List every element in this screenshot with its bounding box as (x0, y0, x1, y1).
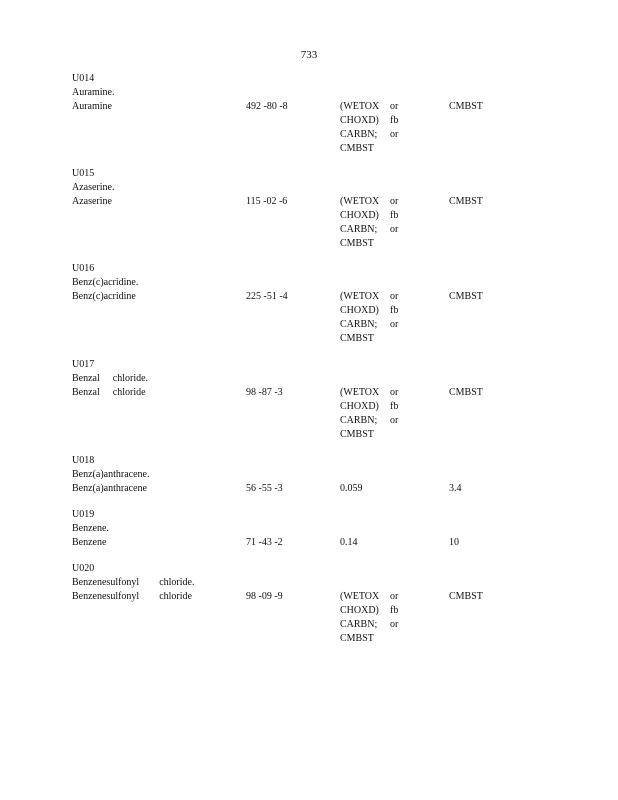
waste-code: U020 (72, 563, 95, 574)
tech-connector: or (390, 415, 399, 426)
tech-connector: fb (390, 210, 399, 221)
tech-code: CARBN; (340, 129, 378, 140)
constituent-name-repeat: Benz(c)acridine (72, 291, 136, 302)
constituent-name-repeat (72, 590, 192, 604)
waste-code: U017 (72, 359, 95, 370)
constituent-name: Azaserine. (72, 182, 115, 193)
name-word: chloride. (112, 373, 149, 384)
waste-code: U018 (72, 455, 95, 466)
tech-code: (WETOX (340, 387, 380, 398)
constituent-name: Benz(a)anthracene. (72, 469, 150, 480)
cas-number: 98 -09 -9 (246, 591, 283, 602)
tech-code: (WETOX (340, 591, 380, 602)
wastewater-standard: 0.059 (340, 483, 363, 494)
nonwastewater-standard: CMBST (449, 101, 483, 112)
tech-code: CARBN; (340, 619, 378, 630)
technology-standard (340, 290, 410, 346)
waste-code: U015 (72, 168, 95, 179)
name-word: Benzal (72, 373, 100, 384)
constituent-name-repeat: Azaserine (72, 196, 112, 207)
technology-standard (340, 195, 410, 251)
name-word: Benzenesulfonyl (72, 577, 140, 588)
constituent-name: Auramine. (72, 87, 115, 98)
cas-number: 56 -55 -3 (246, 483, 283, 494)
tech-connector: or (390, 387, 399, 398)
name-word: Benzenesulfonyl (72, 591, 140, 602)
tech-connector: fb (390, 605, 399, 616)
nonwastewater-standard: 3.4 (449, 483, 462, 494)
waste-code: U019 (72, 509, 95, 520)
tech-code: (WETOX (340, 291, 380, 302)
tech-connector: or (390, 291, 399, 302)
waste-code: U016 (72, 263, 95, 274)
name-word: chloride (112, 387, 146, 398)
technology-standard (340, 590, 410, 646)
constituent-name-repeat (72, 386, 146, 400)
tech-code: (WETOX (340, 196, 380, 207)
nonwastewater-standard: 10 (449, 537, 459, 548)
tech-code: CMBST (340, 238, 374, 249)
tech-code: CHOXD) (340, 401, 379, 412)
tech-connector: fb (390, 115, 399, 126)
nonwastewater-standard: CMBST (449, 387, 483, 398)
technology-standard (340, 386, 410, 442)
tech-code: CARBN; (340, 415, 378, 426)
cas-number: 225 -51 -4 (246, 291, 288, 302)
tech-connector: fb (390, 305, 399, 316)
tech-connector: or (390, 591, 399, 602)
page-number: 733 (300, 49, 318, 61)
cas-number: 115 -02 -6 (246, 196, 288, 207)
tech-code: CARBN; (340, 319, 378, 330)
wastewater-standard: 0.14 (340, 537, 358, 548)
tech-code: CMBST (340, 143, 374, 154)
waste-code: U014 (72, 73, 95, 84)
tech-code: CARBN; (340, 224, 378, 235)
tech-code: CMBST (340, 429, 374, 440)
tech-connector: or (390, 101, 399, 112)
constituent-name-repeat: Benzene (72, 537, 107, 548)
tech-code: CHOXD) (340, 210, 379, 221)
constituent-name: Benz(c)acridine. (72, 277, 139, 288)
constituent-name-repeat: Auramine (72, 101, 112, 112)
tech-code: CHOXD) (340, 115, 379, 126)
tech-connector: or (390, 619, 399, 630)
constituent-name-repeat: Benz(a)anthracene (72, 483, 147, 494)
tech-code: CHOXD) (340, 305, 379, 316)
tech-code: CHOXD) (340, 605, 379, 616)
name-word: chloride. (159, 577, 195, 588)
tech-connector: or (390, 224, 399, 235)
tech-connector: fb (390, 401, 399, 412)
cas-number: 71 -43 -2 (246, 537, 283, 548)
nonwastewater-standard: CMBST (449, 196, 483, 207)
tech-connector: or (390, 196, 399, 207)
constituent-name (72, 576, 194, 590)
constituent-name: Benzene. (72, 523, 109, 534)
tech-code: CMBST (340, 633, 374, 644)
tech-connector: or (390, 129, 399, 140)
tech-connector: or (390, 319, 399, 330)
name-word: Benzal (72, 387, 100, 398)
cas-number: 492 -80 -8 (246, 101, 288, 112)
nonwastewater-standard: CMBST (449, 291, 483, 302)
technology-standard (340, 100, 410, 156)
cas-number: 98 -87 -3 (246, 387, 283, 398)
tech-code: (WETOX (340, 101, 380, 112)
nonwastewater-standard: CMBST (449, 591, 483, 602)
name-word: chloride (159, 591, 192, 602)
constituent-name (72, 372, 148, 386)
tech-code: CMBST (340, 333, 374, 344)
